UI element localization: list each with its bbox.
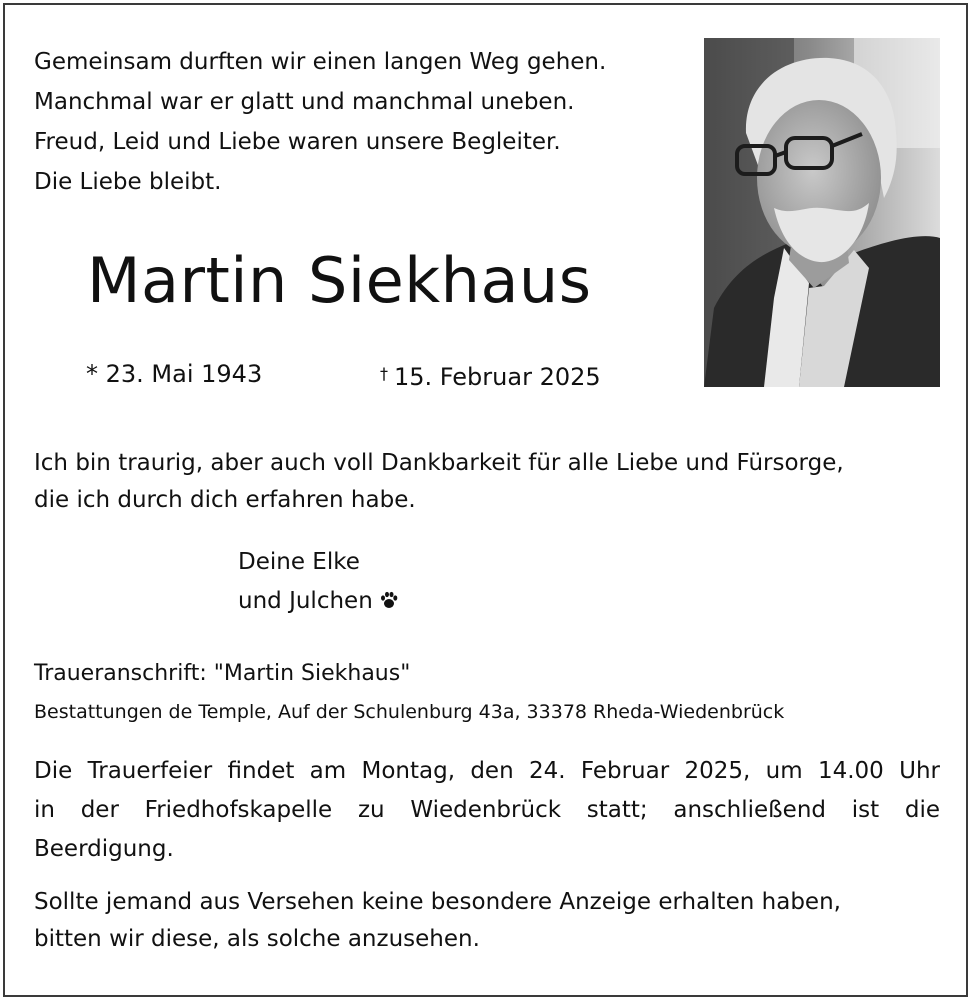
portrait-photo (704, 38, 940, 387)
verse-line: Die Liebe bleibt. (34, 169, 222, 195)
note-line: bitten wir diese, als solche anzusehen. (34, 926, 480, 952)
ceremony-notice (34, 752, 940, 869)
signature-line-2 (238, 582, 399, 623)
sentence-line: die ich durch dich erfahren habe. (34, 487, 416, 513)
death-date: 15. Februar 2025 (394, 363, 601, 391)
cross-symbol: † (380, 364, 388, 383)
ceremony-line: Beerdigung. (34, 836, 174, 862)
ceremony-line: Die Trauerfeier findet am Montag, den 24. Februar 2025, um 14.00 Uhr (34, 758, 940, 784)
closing-note (34, 884, 841, 958)
death-date-group (380, 357, 601, 394)
signature-line-2-text: und Julchen (238, 588, 373, 614)
ceremony-line: in der Friedhofskapelle zu Wiedenbrück statt; anschließend ist die (34, 797, 940, 823)
deceased-name: Martin Siekhaus (87, 244, 592, 317)
signature-line-1: Deine Elke (238, 549, 360, 575)
verse-line: Gemeinsam durften wir einen langen Weg gehen. (34, 49, 607, 75)
birth-date: * 23. Mai 1943 (86, 360, 263, 388)
funeral-address: Bestattungen de Temple, Auf der Schulenburg 43a, 33378 Rheda-Wiedenbrück (34, 701, 785, 723)
paw-print-icon (379, 584, 399, 623)
funeral-address-heading: Traueranschrift: "Martin Siekhaus" (34, 661, 411, 686)
portrait-photo-image (704, 38, 940, 387)
signature (238, 543, 399, 623)
note-line: Sollte jemand aus Versehen keine besondere Anzeige erhalten haben, (34, 889, 841, 915)
memorial-verse (34, 42, 606, 202)
farewell-sentence (34, 445, 844, 519)
verse-line: Manchmal war er glatt und manchmal uneben. (34, 89, 575, 115)
sentence-line: Ich bin traurig, aber auch voll Dankbarkeit für alle Liebe und Fürsorge, (34, 450, 844, 476)
verse-line: Freud, Leid und Liebe waren unsere Begleiter. (34, 129, 561, 155)
